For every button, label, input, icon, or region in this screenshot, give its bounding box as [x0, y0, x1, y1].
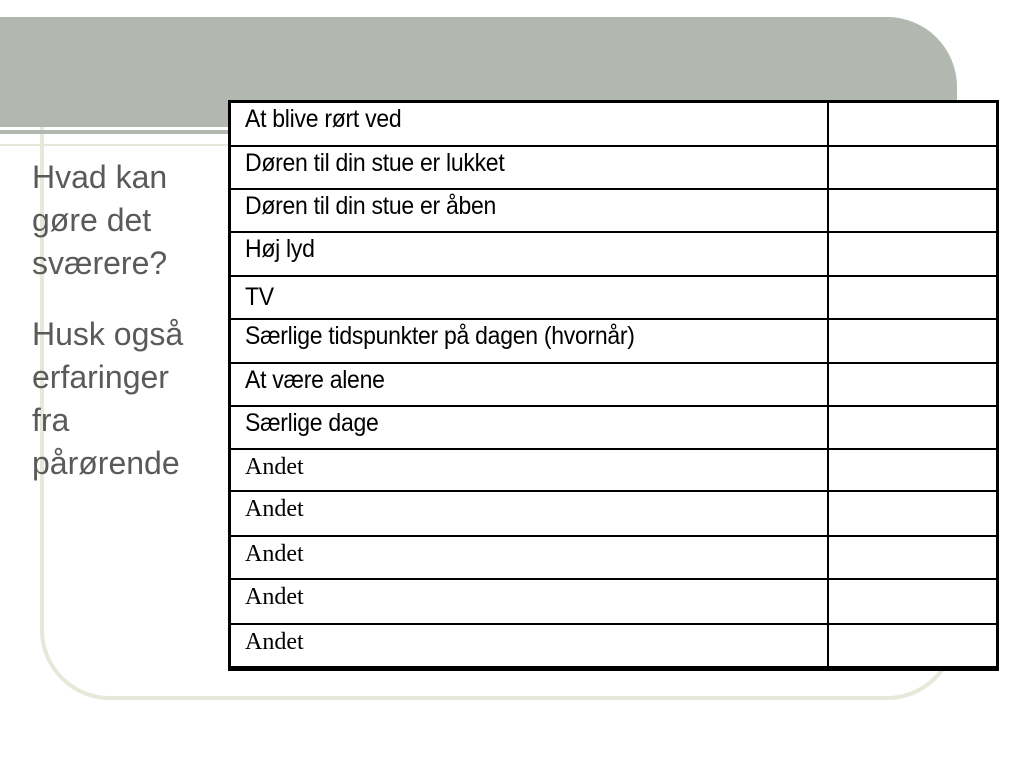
- table-row: [231, 492, 996, 537]
- row-label: Særlige tidspunkter på dagen (hvornår): [245, 322, 635, 350]
- table-row: [231, 537, 996, 580]
- table-row: [231, 233, 996, 277]
- side-text-line: fra: [32, 402, 70, 438]
- row-label: TV: [245, 283, 274, 311]
- table-row: [231, 190, 996, 233]
- row-label: Høj lyd: [245, 235, 315, 263]
- row-label: Døren til din stue er lukket: [245, 149, 505, 177]
- table-row: [231, 407, 996, 450]
- row-label: At være alene: [245, 366, 385, 394]
- row-label: Andet: [245, 541, 304, 567]
- table-row: [231, 277, 996, 320]
- side-text-line: pårørende: [32, 445, 180, 481]
- row-label: Andet: [245, 496, 304, 522]
- row-label: Andet: [245, 584, 304, 610]
- row-label: Særlige dage: [245, 409, 379, 437]
- row-label: Andet: [245, 454, 304, 480]
- accent-line-light: [0, 144, 230, 146]
- accent-line: [0, 130, 230, 134]
- table-row: [231, 103, 996, 147]
- table-row: [231, 580, 996, 625]
- side-text-line: Husk også: [32, 316, 184, 352]
- table-row: [231, 364, 996, 407]
- table-row: [231, 450, 996, 492]
- checklist-table: [228, 100, 999, 671]
- table-row: [231, 147, 996, 190]
- table-row: [231, 320, 996, 364]
- side-text: [32, 156, 224, 485]
- table-row: [231, 625, 996, 668]
- row-label: At blive rørt ved: [245, 105, 402, 133]
- row-label: Døren til din stue er åben: [245, 192, 497, 220]
- side-text-line: gøre det: [32, 202, 152, 238]
- row-label: Andet: [245, 629, 304, 655]
- column-divider: [827, 103, 829, 668]
- side-text-line: Hvad kan: [32, 159, 168, 195]
- side-text-line: erfaringer: [32, 359, 169, 395]
- side-text-line: sværere?: [32, 245, 168, 281]
